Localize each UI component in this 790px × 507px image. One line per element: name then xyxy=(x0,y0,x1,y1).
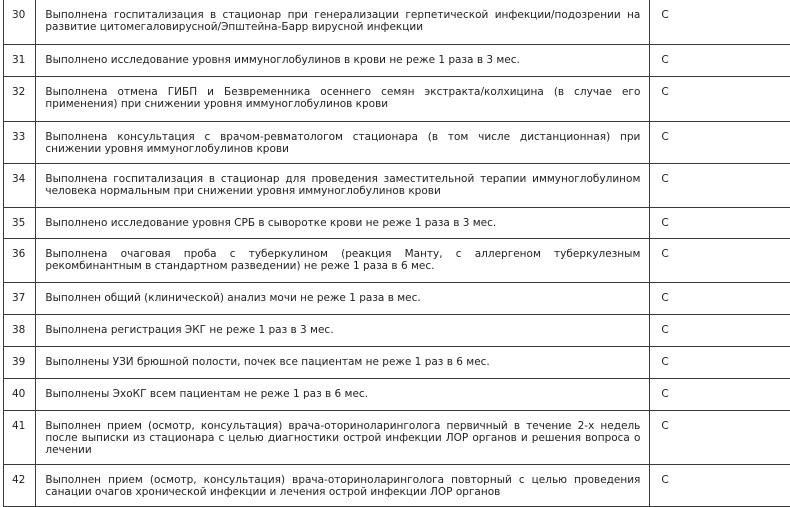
criterion-text: Выполнена госпитализация в стационар для проведения заместительной терапии иммуноглобулином человека нормальным при снижении уровня иммуноглобулинов крови xyxy=(36,164,650,208)
row-number: 39 xyxy=(4,347,36,379)
criterion-text: Выполнено исследование уровня СРБ в сыворотке крови не реже 1 раза в 3 мес. xyxy=(36,208,650,239)
evidence-grade: C xyxy=(650,77,790,122)
table-row xyxy=(4,77,790,122)
criterion-text: Выполнена отмена ГИБП и Безвременника осеннего семян экстракта/колхицина (в случае его применения) при снижении уровня иммуноглобулинов крови xyxy=(36,77,650,122)
table-row xyxy=(4,208,790,239)
criteria-table xyxy=(3,0,790,507)
evidence-grade: C xyxy=(650,379,790,411)
evidence-grade: C xyxy=(650,208,790,239)
table-row xyxy=(4,315,790,347)
criterion-text: Выполнена консультация с врачом-ревматологом стационара (в том числе дистанционная) при снижении уровня иммуноглобулинов крови xyxy=(36,122,650,164)
table-row xyxy=(4,347,790,379)
row-number: 31 xyxy=(4,45,36,77)
criterion-text: Выполнен общий (клинической) анализ мочи не реже 1 раза в мес. xyxy=(36,283,650,315)
evidence-grade: C xyxy=(650,122,790,164)
row-number: 42 xyxy=(4,465,36,507)
table-row xyxy=(4,411,790,465)
table-row xyxy=(4,465,790,507)
criterion-text: Выполнена очаговая проба с туберкулином (реакция Манту, с аллергеном туберкулезным рекомбинантным в стандартном разведении) не реже 1 раза в 6 мес. xyxy=(36,239,650,283)
criteria-table-body xyxy=(4,0,790,507)
row-number: 32 xyxy=(4,77,36,122)
table-row xyxy=(4,122,790,164)
evidence-grade: C xyxy=(650,465,790,507)
criterion-text: Выполнены ЭхоКГ всем пациентам не реже 1 раз в 6 мес. xyxy=(36,379,650,411)
criterion-text: Выполнен прием (осмотр, консультация) врача-оториноларинголога повторный с целью проведения санации очагов хронической инфекции и лечения острой инфекции ЛОР органов xyxy=(36,465,650,507)
evidence-grade: C xyxy=(650,315,790,347)
evidence-grade: C xyxy=(650,45,790,77)
row-number: 38 xyxy=(4,315,36,347)
row-number: 36 xyxy=(4,239,36,283)
row-number: 33 xyxy=(4,122,36,164)
table-row xyxy=(4,45,790,77)
evidence-grade: C xyxy=(650,283,790,315)
row-number: 37 xyxy=(4,283,36,315)
table-row xyxy=(4,379,790,411)
evidence-grade: C xyxy=(650,239,790,283)
row-number: 30 xyxy=(4,0,36,45)
evidence-grade: C xyxy=(650,0,790,45)
table-row xyxy=(4,239,790,283)
table-row xyxy=(4,283,790,315)
criterion-text: Выполнены УЗИ брюшной полости, почек все пациентам не реже 1 раз в 6 мес. xyxy=(36,347,650,379)
criterion-text: Выполнена регистрация ЭКГ не реже 1 раз в 3 мес. xyxy=(36,315,650,347)
evidence-grade: C xyxy=(650,347,790,379)
criterion-text: Выполнена госпитализация в стационар при генерализации герпетической инфекции/подозрении на развитие цитомегаловирусной/Эпштейна-Барр вирусной инфекции xyxy=(36,0,650,45)
table-row xyxy=(4,164,790,208)
criterion-text: Выполнено исследование уровня иммуноглобулинов в крови не реже 1 раза в 3 мес. xyxy=(36,45,650,77)
row-number: 35 xyxy=(4,208,36,239)
row-number: 34 xyxy=(4,164,36,208)
table-row xyxy=(4,0,790,45)
row-number: 40 xyxy=(4,379,36,411)
evidence-grade: C xyxy=(650,164,790,208)
row-number: 41 xyxy=(4,411,36,465)
criterion-text: Выполнен прием (осмотр, консультация) врача-оториноларинголога первичный в течение 2-х недель после выписки из стационара с целью диагностики острой инфекции ЛОР органов и решения вопроса о лечении xyxy=(36,411,650,465)
evidence-grade: C xyxy=(650,411,790,465)
